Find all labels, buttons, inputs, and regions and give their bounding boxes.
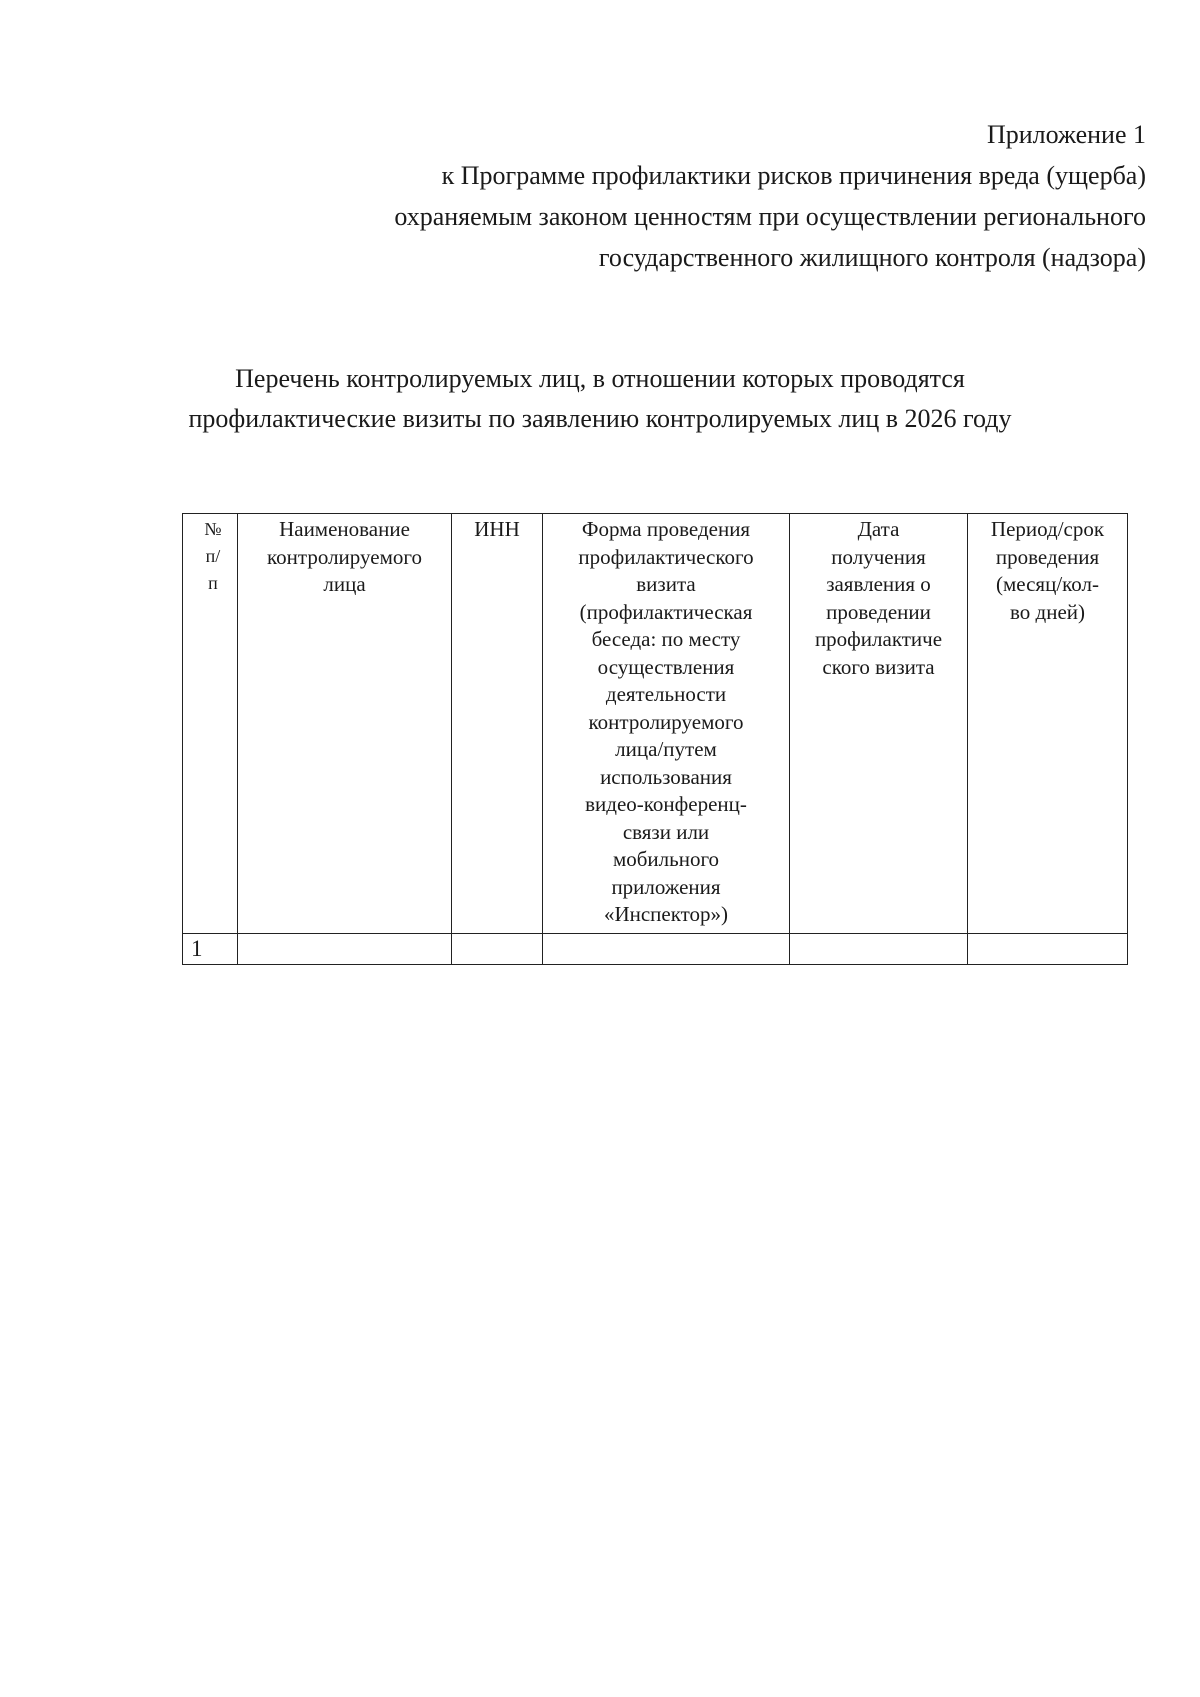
appendix-line-2: к Программе профилактики рисков причинения вреда (ущерба)	[441, 161, 1146, 190]
appendix-line-1: Приложение 1	[986, 120, 1146, 149]
appendix-line-3: охраняемым законом ценностям при осуществлении регионального	[394, 202, 1146, 231]
header-num-text: № п/ п	[204, 519, 222, 593]
title-line-1: Перечень контролируемых лиц, в отношении которых проводятся	[235, 364, 965, 393]
document-title	[150, 359, 1050, 439]
table-row	[183, 934, 1128, 965]
appendix-header	[186, 114, 1146, 278]
title-line-2: профилактические визиты по заявлению контролируемых лиц в 2026 году	[188, 404, 1012, 433]
header-name	[238, 514, 452, 934]
cell-inn	[452, 934, 543, 965]
header-form-text: Форма проведения профилактического визита (профилактическая беседа: по месту осуществления деятельности контролируемого лица/путем использования видео-конференц- связи или мобильного приложения «Инспектор»)	[578, 517, 754, 926]
header-period-text: Период/срок проведения (месяц/кол- во дней)	[990, 517, 1105, 624]
header-form	[543, 514, 790, 934]
header-num	[183, 514, 238, 934]
appendix-line-4: государственного жилищного контроля (надзора)	[598, 243, 1146, 272]
cell-num: 1	[183, 934, 238, 965]
header-date-text: Дата получения заявления о проведении профилактиче ского визита	[814, 517, 943, 679]
table-header-row	[183, 514, 1128, 934]
header-name-text: Наименование контролируемого лица	[267, 517, 422, 596]
cell-date	[790, 934, 968, 965]
header-inn-text: ИНН	[474, 517, 520, 541]
header-inn	[452, 514, 543, 934]
header-period	[968, 514, 1128, 934]
cell-period	[968, 934, 1128, 965]
cell-form	[543, 934, 790, 965]
controlled-persons-table	[182, 513, 1128, 965]
cell-name	[238, 934, 452, 965]
header-date	[790, 514, 968, 934]
